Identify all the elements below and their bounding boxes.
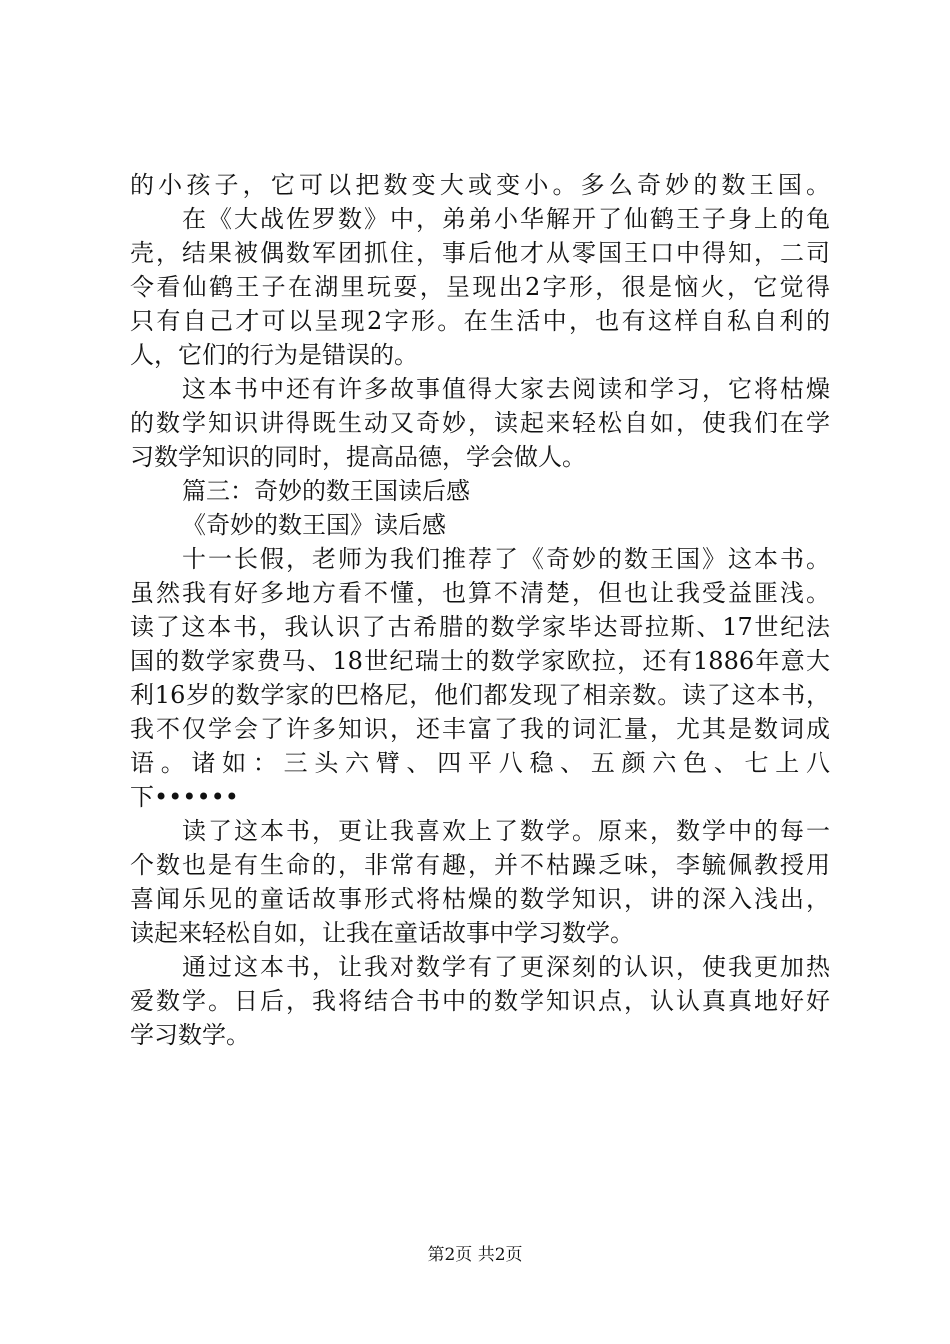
text-line: 壳，结果被偶数军团抓住，事后他才从零国王口中得知，二司 (130, 239, 830, 267)
text-line: 读了这本书，更让我喜欢上了数学。原来，数学中的每一 (182, 817, 830, 845)
page-number: 第2页 共2页 (427, 1245, 523, 1265)
text-line: 十一长假，老师为我们推荐了《奇妙的数王国》这本书。 (182, 545, 830, 573)
text-line: 通过这本书，让我对数学有了更深刻的认识，使我更加热 (182, 953, 830, 981)
text-line: 令看仙鹤王子在湖里玩耍，呈现出2字形，很是恼火，它觉得 (130, 273, 830, 301)
text-line: 人，它们的行为是错误的。 (130, 341, 418, 369)
text-line: 利16岁的数学家的巴格尼，他们都发现了相亲数。读了这本书， (130, 681, 830, 709)
text-line: 爱数学。日后，我将结合书中的数学知识点，认认真真地好好 (130, 987, 830, 1015)
text-line: 我不仅学会了许多知识，还丰富了我的词汇量，尤其是数词成 (130, 715, 830, 743)
article-title: 《奇妙的数王国》读后感 (182, 511, 446, 539)
section-heading: 篇三：奇妙的数王国读后感 (182, 477, 470, 505)
text-line: 的数学知识讲得既生动又奇妙，读起来轻松自如，使我们在学 (130, 409, 830, 437)
text-line: 个数也是有生命的，非常有趣，并不枯躁乏味，李毓佩教授用 (130, 851, 830, 879)
text-line: 的小孩子，它可以把数变大或变小。多么奇妙的数王国。 (130, 171, 830, 199)
text-line: 语。诸如：三头六臂、四平八稳、五颜六色、七上八 (130, 749, 830, 777)
text-line: 国的数学家费马、18世纪瑞士的数学家欧拉，还有1886年意大 (130, 647, 830, 675)
text-line: 读了这本书，我认识了古希腊的数学家毕达哥拉斯、17世纪法 (130, 613, 830, 641)
text-line: 读起来轻松自如，让我在童话故事中学习数学。 (130, 919, 634, 947)
document-body (130, 168, 830, 1052)
text-line: 习数学知识的同时，提高品德，学会做人。 (130, 443, 586, 471)
text-line: 学习数学。 (130, 1021, 250, 1049)
text-line: 在《大战佐罗数》中，弟弟小华解开了仙鹤王子身上的龟 (182, 205, 830, 233)
text-line: 这本书中还有许多故事值得大家去阅读和学习，它将枯燥 (182, 375, 830, 403)
text-line: 喜闻乐见的童话故事形式将枯燥的数学知识，讲的深入浅出， (130, 885, 830, 913)
text-line: 下•••••• (130, 783, 239, 811)
text-line: 虽然我有好多地方看不懂，也算不清楚，但也让我受益匪浅。 (130, 579, 830, 607)
text-line: 只有自己才可以呈现2字形。在生活中，也有这样自私自利的 (130, 307, 830, 335)
